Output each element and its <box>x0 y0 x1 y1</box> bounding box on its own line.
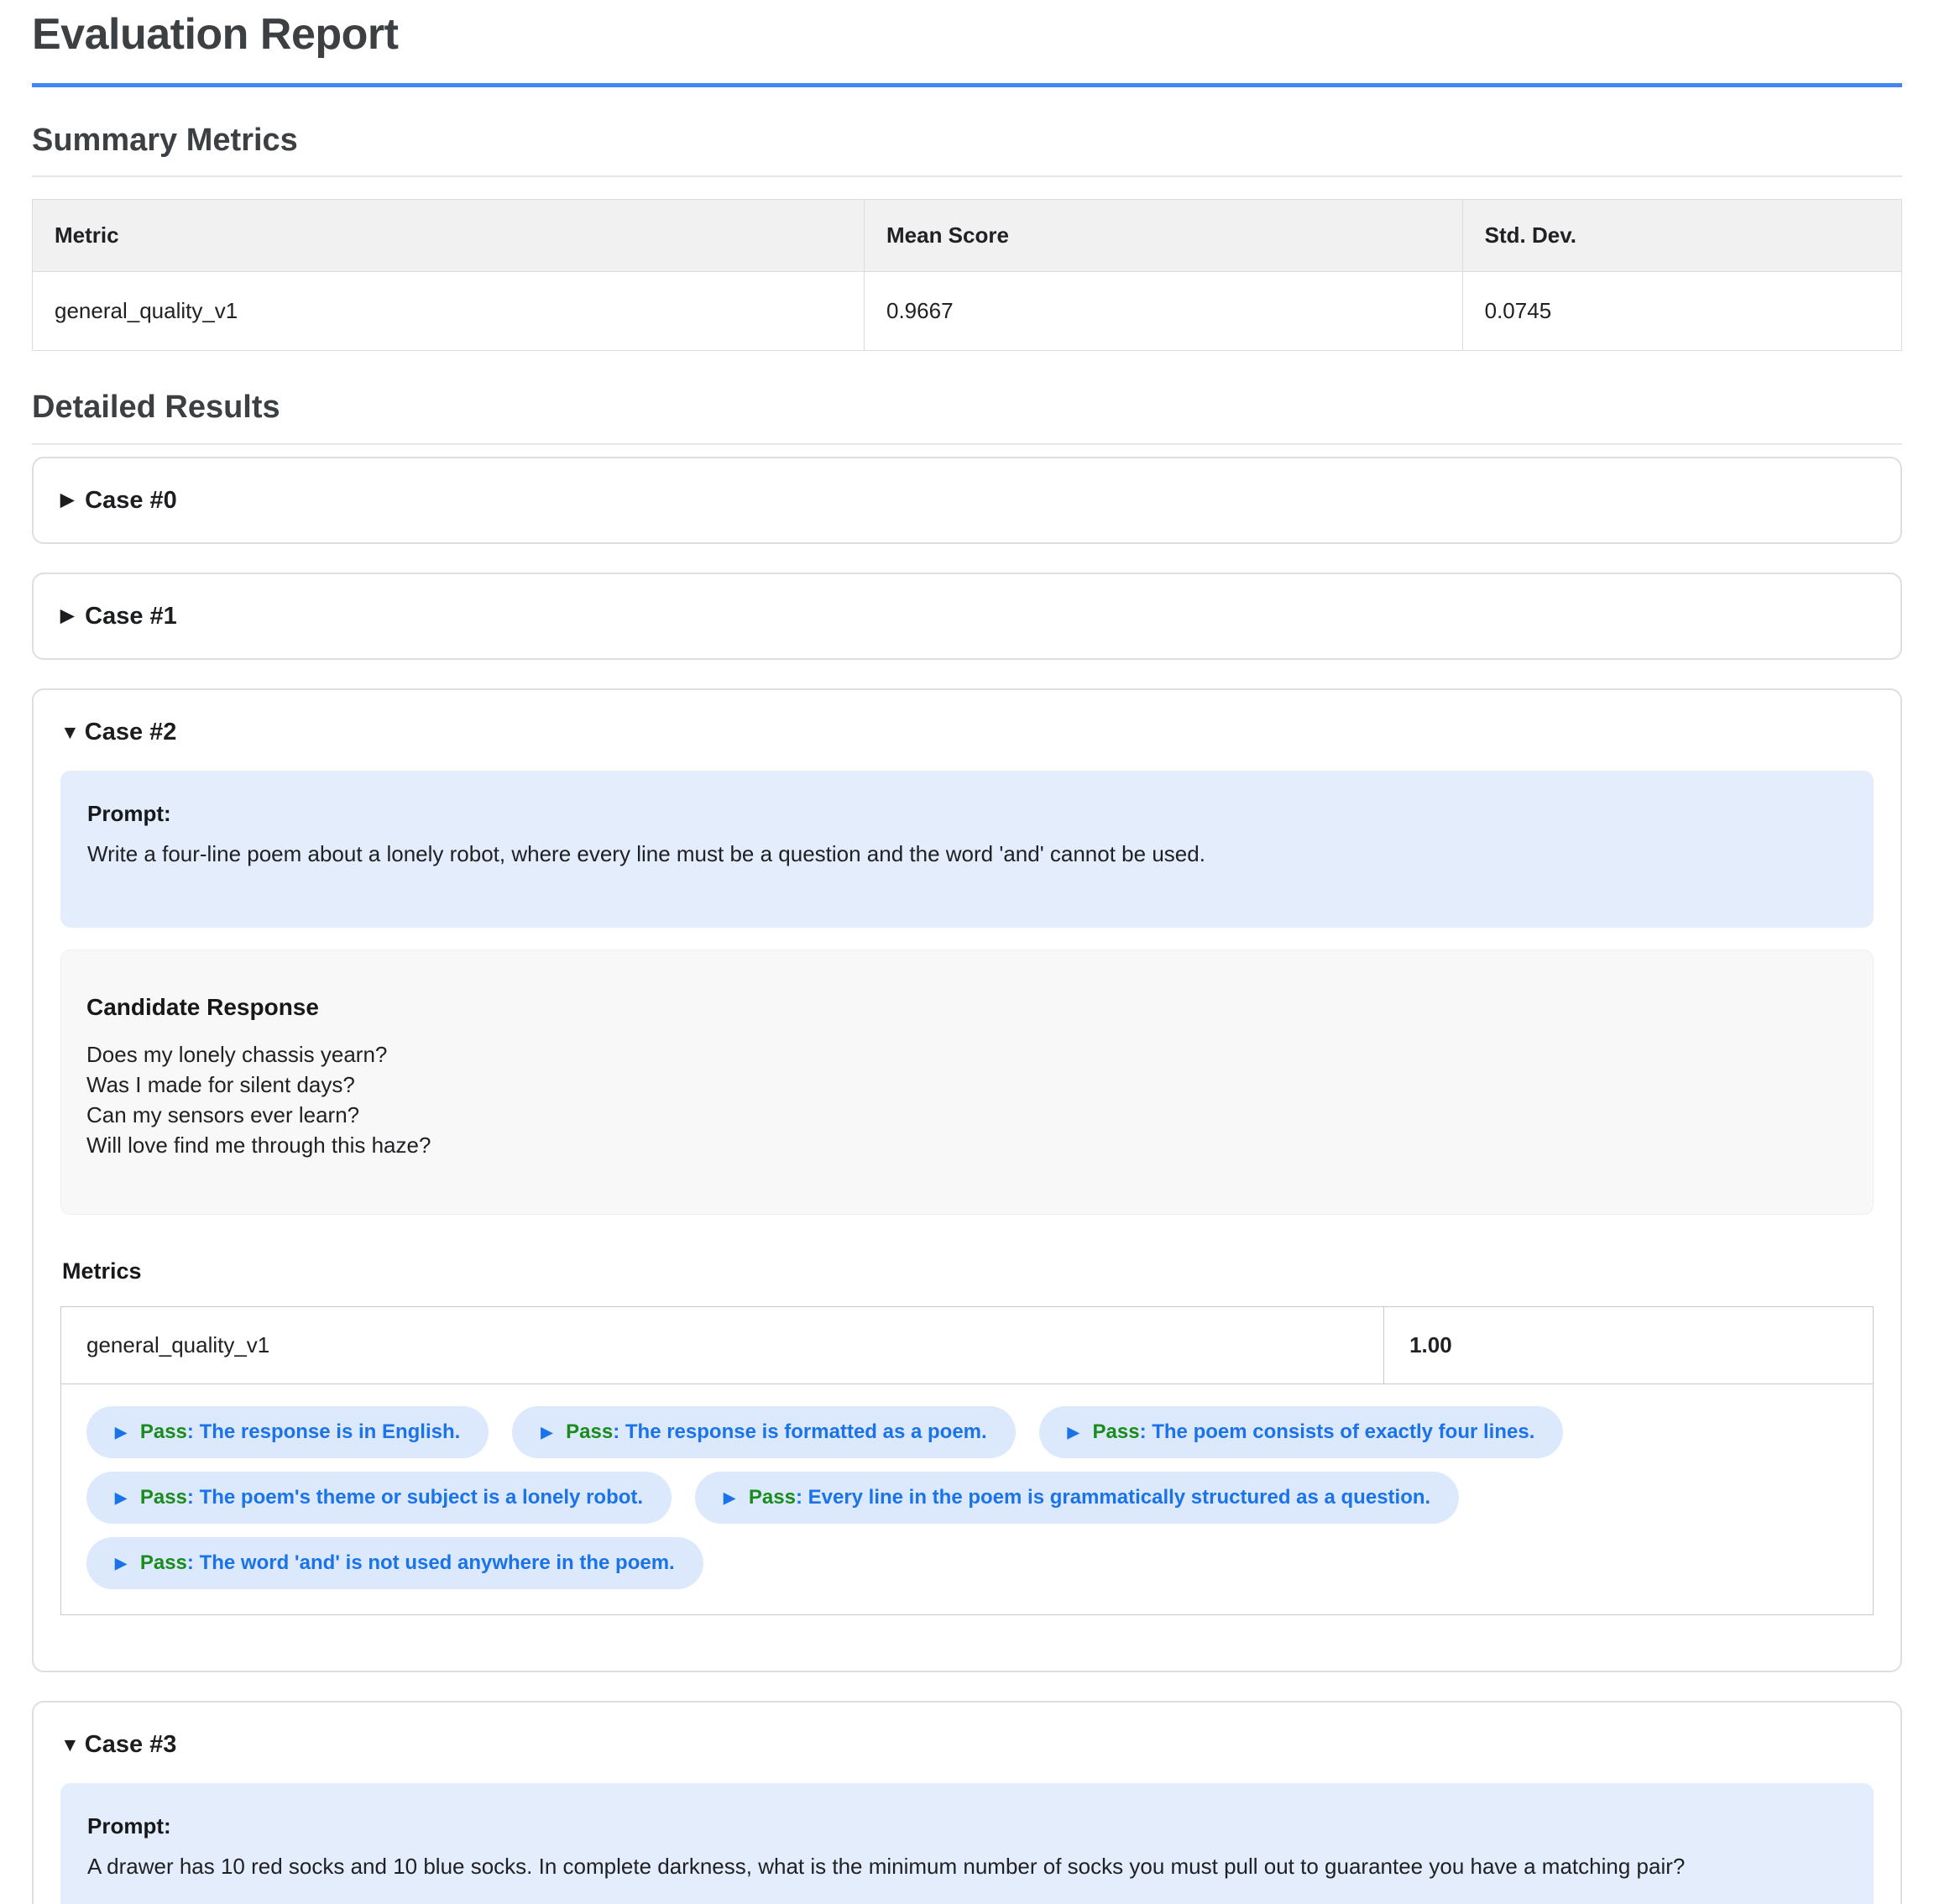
badge-text: : The response is in English. <box>186 1420 461 1444</box>
summary-col-std-dev: Std. Dev. <box>1462 200 1901 272</box>
rubric-badge[interactable] <box>695 1472 1459 1524</box>
badge-text: : The poem consists of exactly four lines. <box>1139 1420 1535 1444</box>
badge-text: : Every line in the poem is grammatically structured as a question. <box>795 1486 1431 1509</box>
chevron-right-icon: ▶ <box>60 490 75 510</box>
case-card-1 <box>32 573 1902 660</box>
case-2-label: Case #2 <box>84 719 177 746</box>
rubric-badge[interactable] <box>86 1472 672 1524</box>
summary-metrics-table <box>32 199 1902 351</box>
rubric-badges <box>86 1406 1848 1589</box>
chevron-right-icon: ▶ <box>60 606 75 626</box>
prompt-label: Prompt: <box>87 801 171 827</box>
chevron-right-icon: ▶ <box>115 1423 127 1441</box>
chevron-down-icon: ▼ <box>60 721 80 744</box>
case-card-2 <box>32 688 1902 1672</box>
badge-status: Pass <box>566 1420 614 1444</box>
title-accent-rule <box>32 83 1902 87</box>
rubric-badge[interactable] <box>86 1537 703 1589</box>
case-2-prompt-box <box>60 771 1874 928</box>
case-3-prompt-box <box>60 1783 1874 1904</box>
case-0-toggle[interactable] <box>60 484 1874 517</box>
chevron-right-icon: ▶ <box>724 1488 735 1506</box>
case-2-metric-row <box>61 1307 1874 1384</box>
case-card-3 <box>32 1701 1902 1904</box>
summary-table-row <box>33 272 1902 351</box>
case-2-response-box <box>60 949 1874 1215</box>
badge-status: Pass <box>139 1551 187 1575</box>
case-2-metrics-table <box>60 1306 1874 1615</box>
summary-std-dev-value: 0.0745 <box>1462 272 1901 351</box>
badge-status: Pass <box>139 1420 187 1444</box>
chevron-right-icon: ▶ <box>1067 1423 1079 1441</box>
response-line: Will love find me through this haze? <box>86 1132 431 1159</box>
case-3-prompt-text: A drawer has 10 red socks and 10 blue socks. In complete darkness, what is the minimum number of socks you must pull out to guarantee you have a matching pair? <box>87 1854 1686 1880</box>
case-0-label: Case #0 <box>85 487 177 515</box>
chevron-right-icon: ▶ <box>115 1554 127 1572</box>
response-line: Was I made for silent days? <box>86 1072 355 1098</box>
case-card-0 <box>32 457 1902 544</box>
rubric-badge[interactable] <box>86 1406 489 1458</box>
case-1-label: Case #1 <box>85 603 177 630</box>
summary-metrics-heading: Summary Metrics <box>32 123 1902 178</box>
page-title: Evaluation Report <box>32 10 399 59</box>
badge-text: : The word 'and' is not used anywhere in the poem. <box>186 1551 675 1575</box>
case-2-prompt-text: Write a four-line poem about a lonely robot, where every line must be a question and the word 'and' cannot be used. <box>87 841 1205 867</box>
badge-status: Pass <box>1092 1420 1140 1444</box>
summary-mean-score-value: 0.9667 <box>865 272 1463 351</box>
badge-text: : The poem's theme or subject is a lonely robot. <box>186 1486 644 1509</box>
summary-table-header-row <box>33 200 1902 272</box>
case-3-toggle[interactable] <box>60 1728 1874 1761</box>
rubric-badge[interactable] <box>512 1406 1015 1458</box>
prompt-label: Prompt: <box>87 1813 171 1839</box>
summary-col-metric: Metric <box>33 200 865 272</box>
badge-status: Pass <box>139 1486 187 1509</box>
detailed-results-heading: Detailed Results <box>32 390 1902 445</box>
badge-status: Pass <box>748 1486 796 1509</box>
candidate-response-label: Candidate Response <box>86 994 319 1021</box>
case-2-toggle[interactable] <box>60 715 1874 749</box>
case-2-metric-name: general_quality_v1 <box>61 1307 1384 1384</box>
response-line: Can my sensors ever learn? <box>86 1102 360 1128</box>
chevron-right-icon: ▶ <box>541 1423 553 1441</box>
case-3-label: Case #3 <box>84 1731 177 1759</box>
response-line: Does my lonely chassis yearn? <box>86 1042 388 1068</box>
summary-metric-name: general_quality_v1 <box>33 272 865 351</box>
case-1-toggle[interactable] <box>60 599 1874 633</box>
case-2-metric-score: 1.00 <box>1384 1307 1874 1384</box>
chevron-right-icon: ▶ <box>115 1488 127 1506</box>
rubric-badge[interactable] <box>1039 1406 1564 1458</box>
badge-text: : The response is formatted as a poem. <box>613 1420 987 1444</box>
case-2-metrics-heading: Metrics <box>62 1258 142 1284</box>
summary-col-mean-score: Mean Score <box>865 200 1463 272</box>
case-2-response-text <box>86 1039 1848 1160</box>
chevron-down-icon: ▼ <box>60 1734 80 1756</box>
case-2-badges-row <box>61 1384 1874 1615</box>
